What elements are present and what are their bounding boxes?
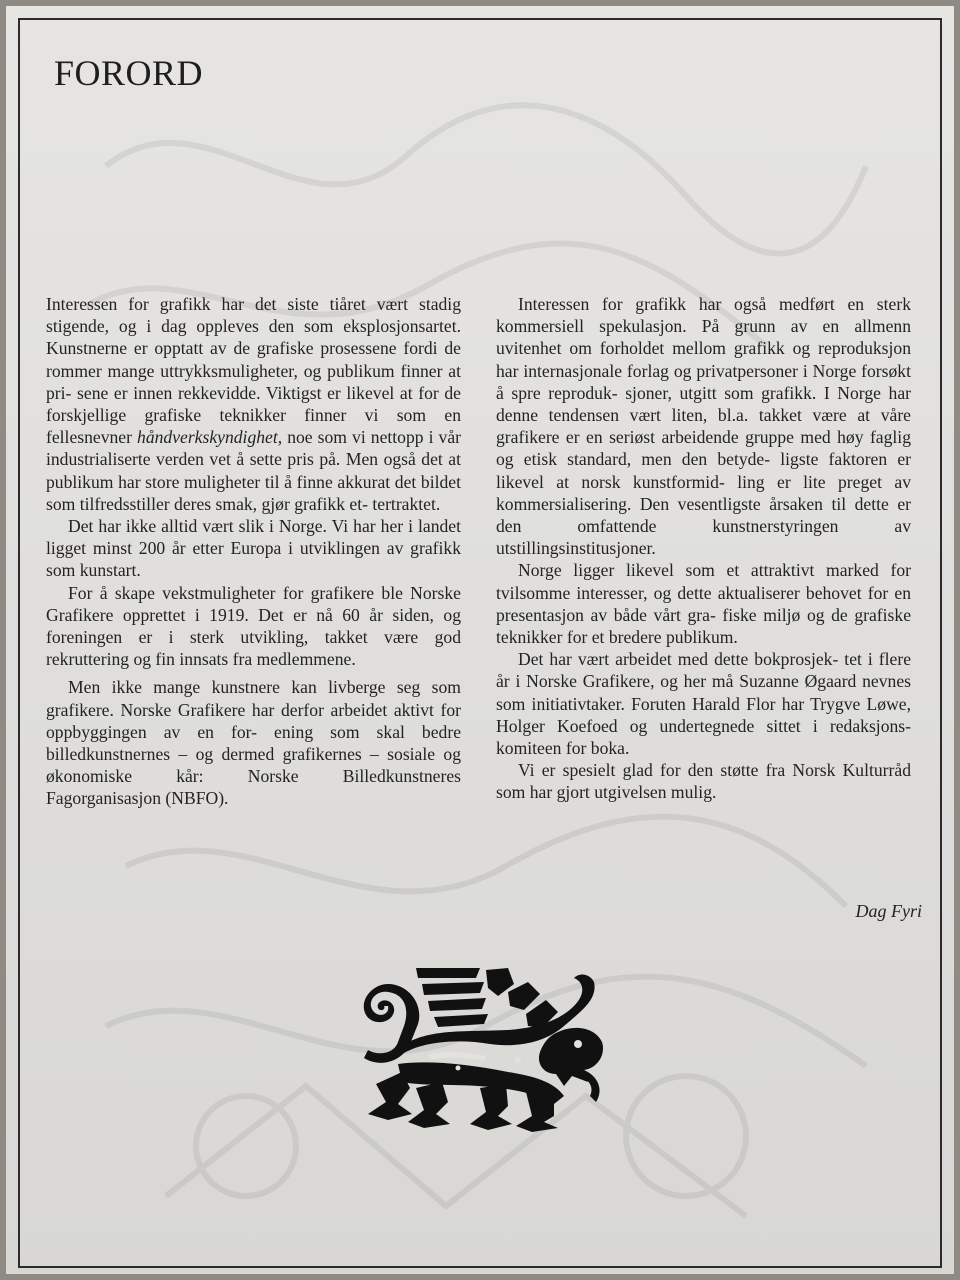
paragraph-text: Interessen for grafikk har det siste tiåret vært stadig stigende, og i dag oppleves den som eksplosjonsartet. Kunstnerne er opptatt av de grafiske prosessene fordi de rommer mange uttrykksmuligheter, og publikum finner at pri- sene er innen rekkevidde. Viktigst er likevel at for de forskjellige grafiske teknikker finner vi som en fellesnevner — [46, 294, 461, 448]
page-title: FORORD — [54, 53, 204, 93]
emphasized-term: håndverkskyndighet, — [137, 427, 283, 448]
paragraph: Norge ligger likevel som et attraktivt marked for tvilsomme interesser, og dette aktualiserer behovet for en presentasjon av både vårt gra- fiske miljø og de grafiske teknikker for et bredere publikum. — [496, 560, 911, 648]
paragraph: Interessen for grafikk har også medført en sterk kommersiell spekulasjon. På grunn av en allmenn uvitenhet om forholdet mellom grafikk og reproduksjon har internasjonale forlag og privatpersoner i Norge forsøkt å spre reproduk- sjoner, utgitt som grafikk. I Norge har denne tendensen vært liten, bl.a. takket være at våre grafikere er en seriøst arbeidende gruppe med høy faglig og etisk standard, men den betyde- ligste faktoren er likevel at norsk kunstformid- ling er lite preget av kommersialisering. Den vesentligste årsaken til dette er den omfattende kunstnerstyringen av utstillingsinstitusjoner. — [496, 294, 911, 559]
dragon-emblem-illustration — [358, 964, 606, 1134]
paragraph: Men ikke mange kunstnere kan livberge seg som grafikere. Norske Grafikere har derfor arbeidet aktivt for oppbyggingen av en for- ening som skal bedre billedkunstnernes – og dermed grafikernes – sosiale og økonomiske kår: Norske Billedkunstneres Fagorganisasjon (NBFO). — [46, 677, 461, 809]
paragraph — [46, 293, 461, 515]
paragraph: For å skape vekstmuligheter for grafikere ble Norske Grafikere opprettet i 1919. Det er nå 60 år siden, og foreningen er i sterk utvikling, takket være god rekruttering og fin innsats fra medlemmene. — [46, 582, 461, 670]
paragraph: Det har ikke alltid vært slik i Norge. Vi har her i landet ligget minst 200 år etter Europa i utviklingen av grafikk som kunstart. — [46, 516, 461, 581]
paragraph: Det har vært arbeidet med dette bokprosjek- tet i flere år i Norske Grafikere, og her må Suzanne Øgaard nevnes som initiativtaker. Foruten Harald Flor har Trygve Løwe, Holger Koefoed og undertegnede sittet i redaksjons- komiteen for boka. — [496, 649, 911, 759]
author-signature: Dag Fyri — [855, 901, 922, 921]
text-column-right — [496, 293, 911, 804]
text-column-left — [46, 293, 461, 810]
book-page — [6, 6, 954, 1274]
paragraph-text: noe som vi nettopp i vår industrialiserte verden vet å sette pris på. Men også det at publikum har store muligheter til å finne akkurat det bildet som tilfredsstiller deres smak, gjør grafikk et- tertraktet. — [46, 427, 461, 514]
paragraph: Vi er spesielt glad for den støtte fra Norsk Kulturråd som har gjort utgivelsen mulig. — [496, 760, 911, 803]
